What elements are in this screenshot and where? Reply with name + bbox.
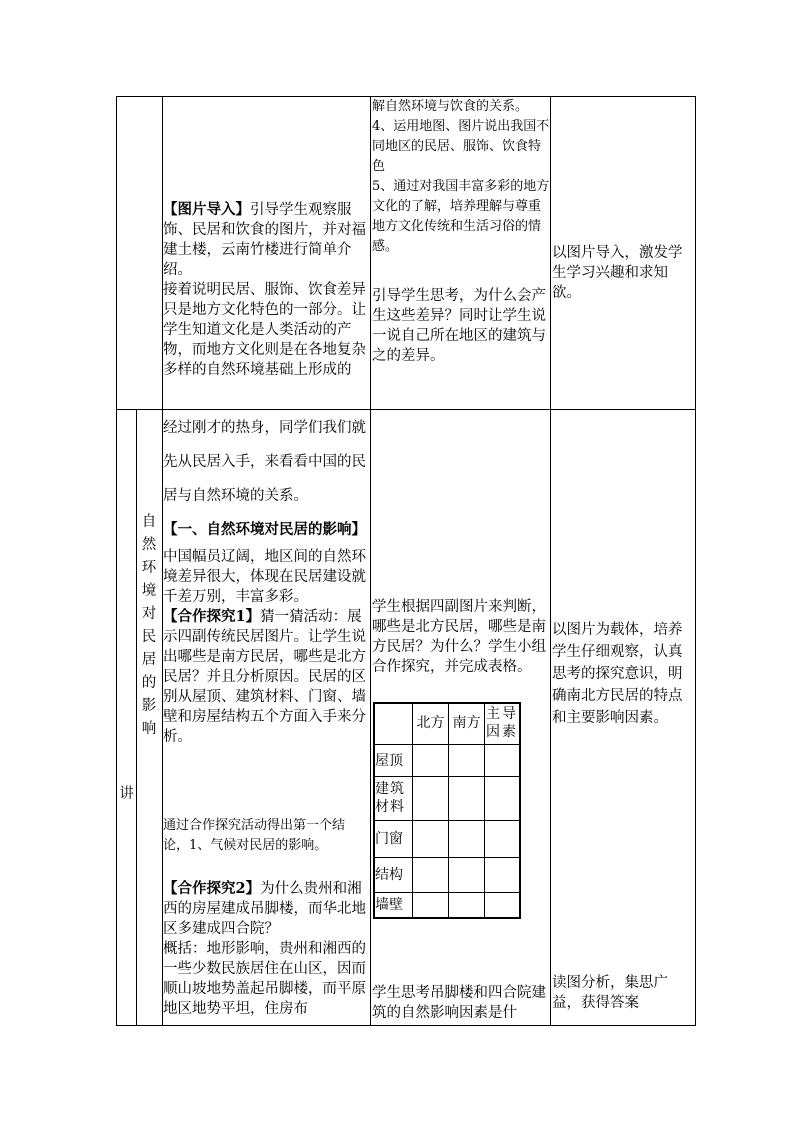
bottom-col4-lower <box>552 973 694 1013</box>
itable-header-south: 南方 <box>452 715 481 731</box>
activity1-paragraph <box>163 607 370 747</box>
itable-row-structure: 结构 <box>375 867 403 883</box>
objective-4: 4、运用地图、图片说出我国不同地区的民居、服饰、饮食特色 <box>372 119 550 174</box>
itable-hline-3 <box>373 820 521 821</box>
table-border-col3 <box>370 96 371 1026</box>
itable-row-window: 门窗 <box>375 831 403 847</box>
table-row-divider <box>116 409 696 410</box>
topic-vertical-char: 的 <box>141 675 157 691</box>
conclusion-cell <box>163 816 370 856</box>
section-label-cell <box>117 784 136 804</box>
student-activity-paragraph: 学生根据四副图片来判断，哪些是北方民居，哪些是南方民居？为什么？学生小组合作探究，并完成表格。 <box>372 599 546 675</box>
topic-vertical-char: 居 <box>141 652 157 668</box>
summary-paragraph: 概括：地形影响，贵州和湘西的一些少数民族居住在山区，因而顺山坡地势盖起吊脚楼，而平原地区地势平坦，住房布 <box>163 941 366 1017</box>
diversity-paragraph: 中国幅员辽阔，地区间的自然环境差异很大，体现在民居建设就千差万别，丰富多彩。 <box>163 549 366 605</box>
top-col3-cell <box>372 97 550 257</box>
itable-right <box>519 702 521 919</box>
itable-hline-2 <box>373 776 521 777</box>
table-border-col4 <box>550 96 551 1026</box>
topic-vertical-char: 影 <box>141 698 157 714</box>
culture-explanation: 接着说明民居、服饰、饮食差异只是地方文化特色的一部分。让学生知道文化是人类活动的产物，而地方文化则是在各地复杂多样的自然环境基础上形成的 <box>163 282 366 378</box>
itable-row-wall: 墙壁 <box>375 897 403 913</box>
activity2-paragraph <box>163 879 370 939</box>
activity2-cell <box>163 879 370 1019</box>
itable-hline-1 <box>373 744 521 745</box>
top-col3-guide <box>372 286 550 366</box>
itable-top <box>373 702 521 704</box>
top-col2-cell <box>163 200 370 380</box>
image-intro-heading: 【图片导入】 <box>163 201 250 218</box>
table-border-right <box>695 96 696 1026</box>
table-border-bottom <box>116 1025 696 1026</box>
section-label: 讲 <box>119 786 134 802</box>
objective-line: 解自然环境与饮食的关系。 <box>372 99 529 114</box>
topic-vertical-char: 然 <box>141 537 157 553</box>
stilt-house-question: 学生思考吊脚楼和四合院建筑的自然影响因素是什 <box>372 985 546 1021</box>
top-col4-cell <box>552 243 694 303</box>
topic-vertical-char: 对 <box>141 606 157 622</box>
bottom-col3-lower <box>372 983 550 1023</box>
topic-vertical-char: 自 <box>141 514 157 530</box>
activity2-heading: 【合作探究2】 <box>163 880 261 897</box>
itable-header-north: 北方 <box>416 715 445 731</box>
itable-hline-5 <box>373 892 521 893</box>
itable-row-roof: 屋顶 <box>375 753 403 769</box>
itable-vline-1 <box>412 702 413 919</box>
design-intent-top: 以图片导入，激发学生学习兴趣和求知欲。 <box>552 245 683 301</box>
activity2-text: 为什么贵州和湘西的房屋建成吊脚楼，而华北地区多建成四合院？ <box>163 881 366 937</box>
itable-row-material: 建筑材料 <box>375 781 405 815</box>
itable-vline-2 <box>448 702 449 919</box>
bottom-col3-cell <box>372 597 550 677</box>
bottom-col2-cell <box>163 411 370 747</box>
section-heading: 【一、自然环境对民居的影响】 <box>163 521 366 538</box>
transition-paragraph: 经过刚才的热身，同学们我们就先从民居入手，来看看中国的民居与自然环境的关系。 <box>163 420 366 504</box>
topic-vertical-char: 环 <box>141 560 157 576</box>
itable-vline-3 <box>484 702 485 919</box>
design-intent-bottom: 以图片为载体，培养学生仔细观察，认真思考的探究意识，明确南北方民居的特点和主要影响因素。 <box>552 622 683 726</box>
activity1-text: 猜一猜活动：展示四副传统民居图片。让学生说出哪些是南方民居，哪些是北方民居？并且分析原因。民居的区别从屋顶、建筑材料、门窗、墙壁和房屋结构五个方面入手来分析。 <box>163 609 366 745</box>
guide-thinking: 引导学生思考，为什么会产生这些差异？同时让学生说一说自己所在地区的建筑与之的差异。 <box>372 288 546 364</box>
bottom-col4-cell <box>552 619 694 729</box>
topic-vertical-char: 响 <box>141 721 157 737</box>
image-intro-text: 引导学生观察服饰、民居和饮食的图片，并对福建土楼，云南竹楼进行简单介绍。 <box>163 202 366 278</box>
topic-vertical-char: 民 <box>141 629 157 645</box>
topic-vertical-label <box>137 511 161 741</box>
table-border-left <box>116 96 117 1026</box>
itable-hline-4 <box>373 857 521 858</box>
itable-bottom <box>373 917 521 919</box>
conclusion-paragraph: 通过合作探究活动得出第一个结论，1、气候对民居的影响。 <box>163 818 346 853</box>
activity1-heading: 【合作探究1】 <box>163 608 261 625</box>
topic-vertical-char: 境 <box>141 583 157 599</box>
itable-header-factor: 主导因素 <box>486 706 518 740</box>
design-intent-map: 读图分析，集思广益，获得答案 <box>552 975 668 1011</box>
objective-5: 5、通过对我国丰富多彩的地方文化的了解，培养理解与尊重地方文化传统和生活习俗的情感。 <box>372 179 550 254</box>
comparison-table <box>373 702 520 918</box>
image-intro-paragraph <box>163 200 370 280</box>
